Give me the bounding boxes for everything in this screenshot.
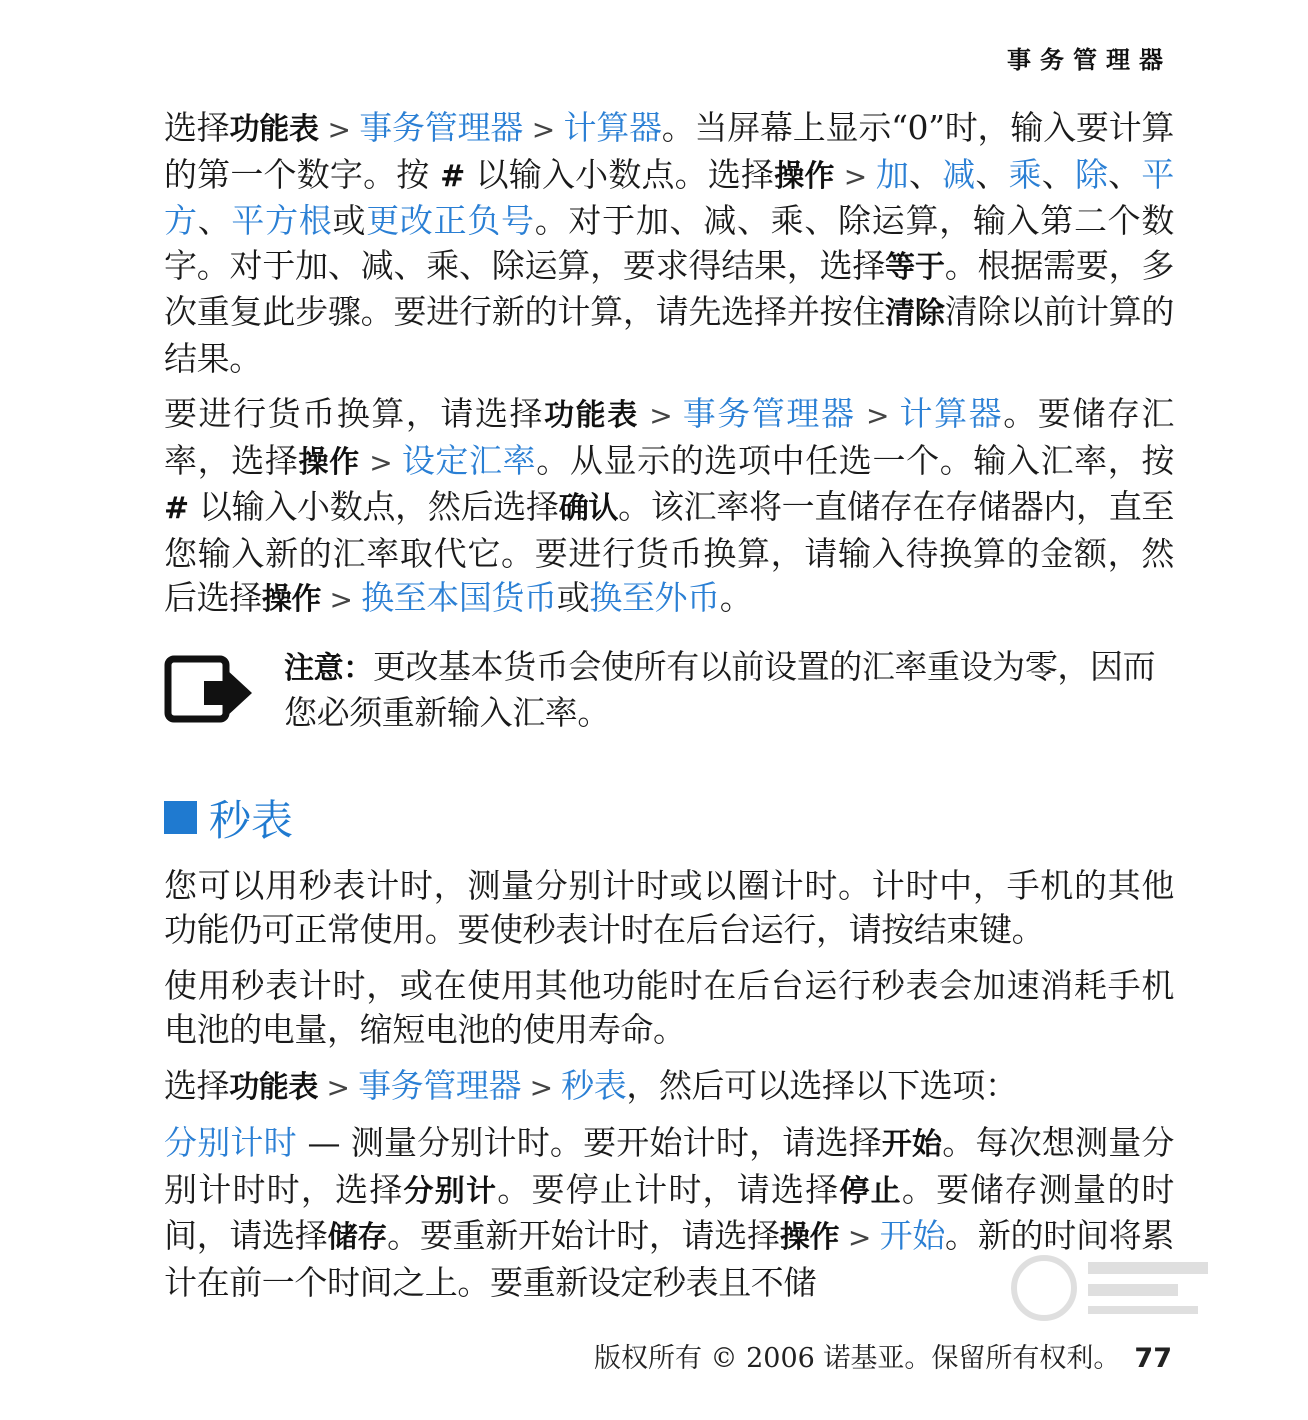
stopwatch-select: 选择功能表 > 事务管理器 > 秒表，然后可以选择以下选项： — [164, 1065, 1018, 1105]
running-header: 事务管理器 — [1007, 46, 1172, 74]
link-calculator[interactable]: 计算器 — [899, 394, 1004, 433]
link-square-root[interactable]: 平方根 — [231, 201, 333, 240]
link-office-manager[interactable]: 事务管理器 — [682, 394, 856, 433]
link-set-rate[interactable]: 设定汇率 — [401, 440, 537, 480]
calculator-paragraph: 选择功能表 > 事务管理器 > 计算器。当屏幕上显示“0”时，输入要计算的第一个数字。按 # 以输入小数点。选择操作 > 加、减、乘、除、平方、平方根或更改正负号。对于加、减、乘、除运算，输入第二个数字。对于加、减、乘、除运算，要求得结果，选择等于。根据需要，多次重复此步骤。要进行新的计算，请先选择并按住清除清除以前计算的结果。 — [164, 108, 1174, 378]
note-hand-icon — [164, 655, 256, 725]
link-office-manager[interactable]: 事务管理器 — [359, 108, 524, 147]
link-divide[interactable]: 除 — [1074, 154, 1109, 194]
section-heading — [164, 788, 1174, 848]
note-block: 注意：更改基本货币会使所有以前设置的汇率重设为零，因而您必须重新输入汇率。 — [164, 645, 1174, 736]
copyright: 版权所有 © 2006 诺基亚。保留所有权利。 — [593, 1343, 1121, 1374]
currency-paragraph: 要进行货币换算，请选择功能表 > 事务管理器 > 计算器。要储存汇率，选择操作 > 设定汇率。从显示的选项中任选一个。输入汇率，按 # 以输入小数点，然后选择确认。该汇率将一直储存在存储器内，直至您输入新的汇率取代它。要进行货币换算，请输入待换算的金额，然后选择操作 > 换至本国货币或换至外币。 — [164, 394, 1175, 617]
stopwatch-battery: 使用秒表计时，或在使用其他功能时在后台运行秒表会加速消耗手机电池的电量，缩短电池的使用寿命。 — [164, 965, 1174, 1049]
link-split-timing[interactable]: 分别计时 — [164, 1123, 297, 1162]
link-start[interactable]: 开始 — [879, 1216, 946, 1255]
link-calculator[interactable]: 计算器 — [563, 108, 662, 147]
link-square[interactable]: 平方 — [164, 154, 1174, 240]
stopwatch-intro: 您可以用秒表计时，测量分别计时或以圈计时。计时中，手机的其他功能仍可正常使用。要使秒表计时在后台运行，请按结束键。 — [164, 865, 1174, 949]
link-add[interactable]: 加 — [875, 154, 910, 194]
page-footer — [594, 1336, 1172, 1375]
link-to-foreign[interactable]: 换至外币 — [589, 578, 720, 617]
link-to-domestic[interactable]: 换至本国货币 — [361, 578, 557, 617]
bullet-square-icon — [164, 801, 197, 834]
link-subtract[interactable]: 减 — [942, 154, 976, 194]
page-content — [164, 106, 1174, 1316]
watermark-logo-icon — [1004, 1248, 1224, 1328]
link-stopwatch[interactable]: 秒表 — [561, 1065, 627, 1105]
link-change-sign[interactable]: 更改正负号 — [366, 201, 535, 240]
page-number: 77 — [1134, 1343, 1172, 1374]
split-timing-paragraph: 分别计时 — 测量分别计时。要开始计时，请选择开始。每次想测量分别计时时，选择分别计。要停止计时，请选择停止。要储存测量的时间，请选择储存。要重新开始计时，请选择操作 > 开始。新的时间将累计在前一个时间之上。要重新设定秒表且不储 — [164, 1123, 1175, 1302]
section-title: 秒表 — [209, 795, 294, 845]
link-office-manager[interactable]: 事务管理器 — [358, 1065, 522, 1105]
link-multiply[interactable]: 乘 — [1008, 154, 1042, 194]
